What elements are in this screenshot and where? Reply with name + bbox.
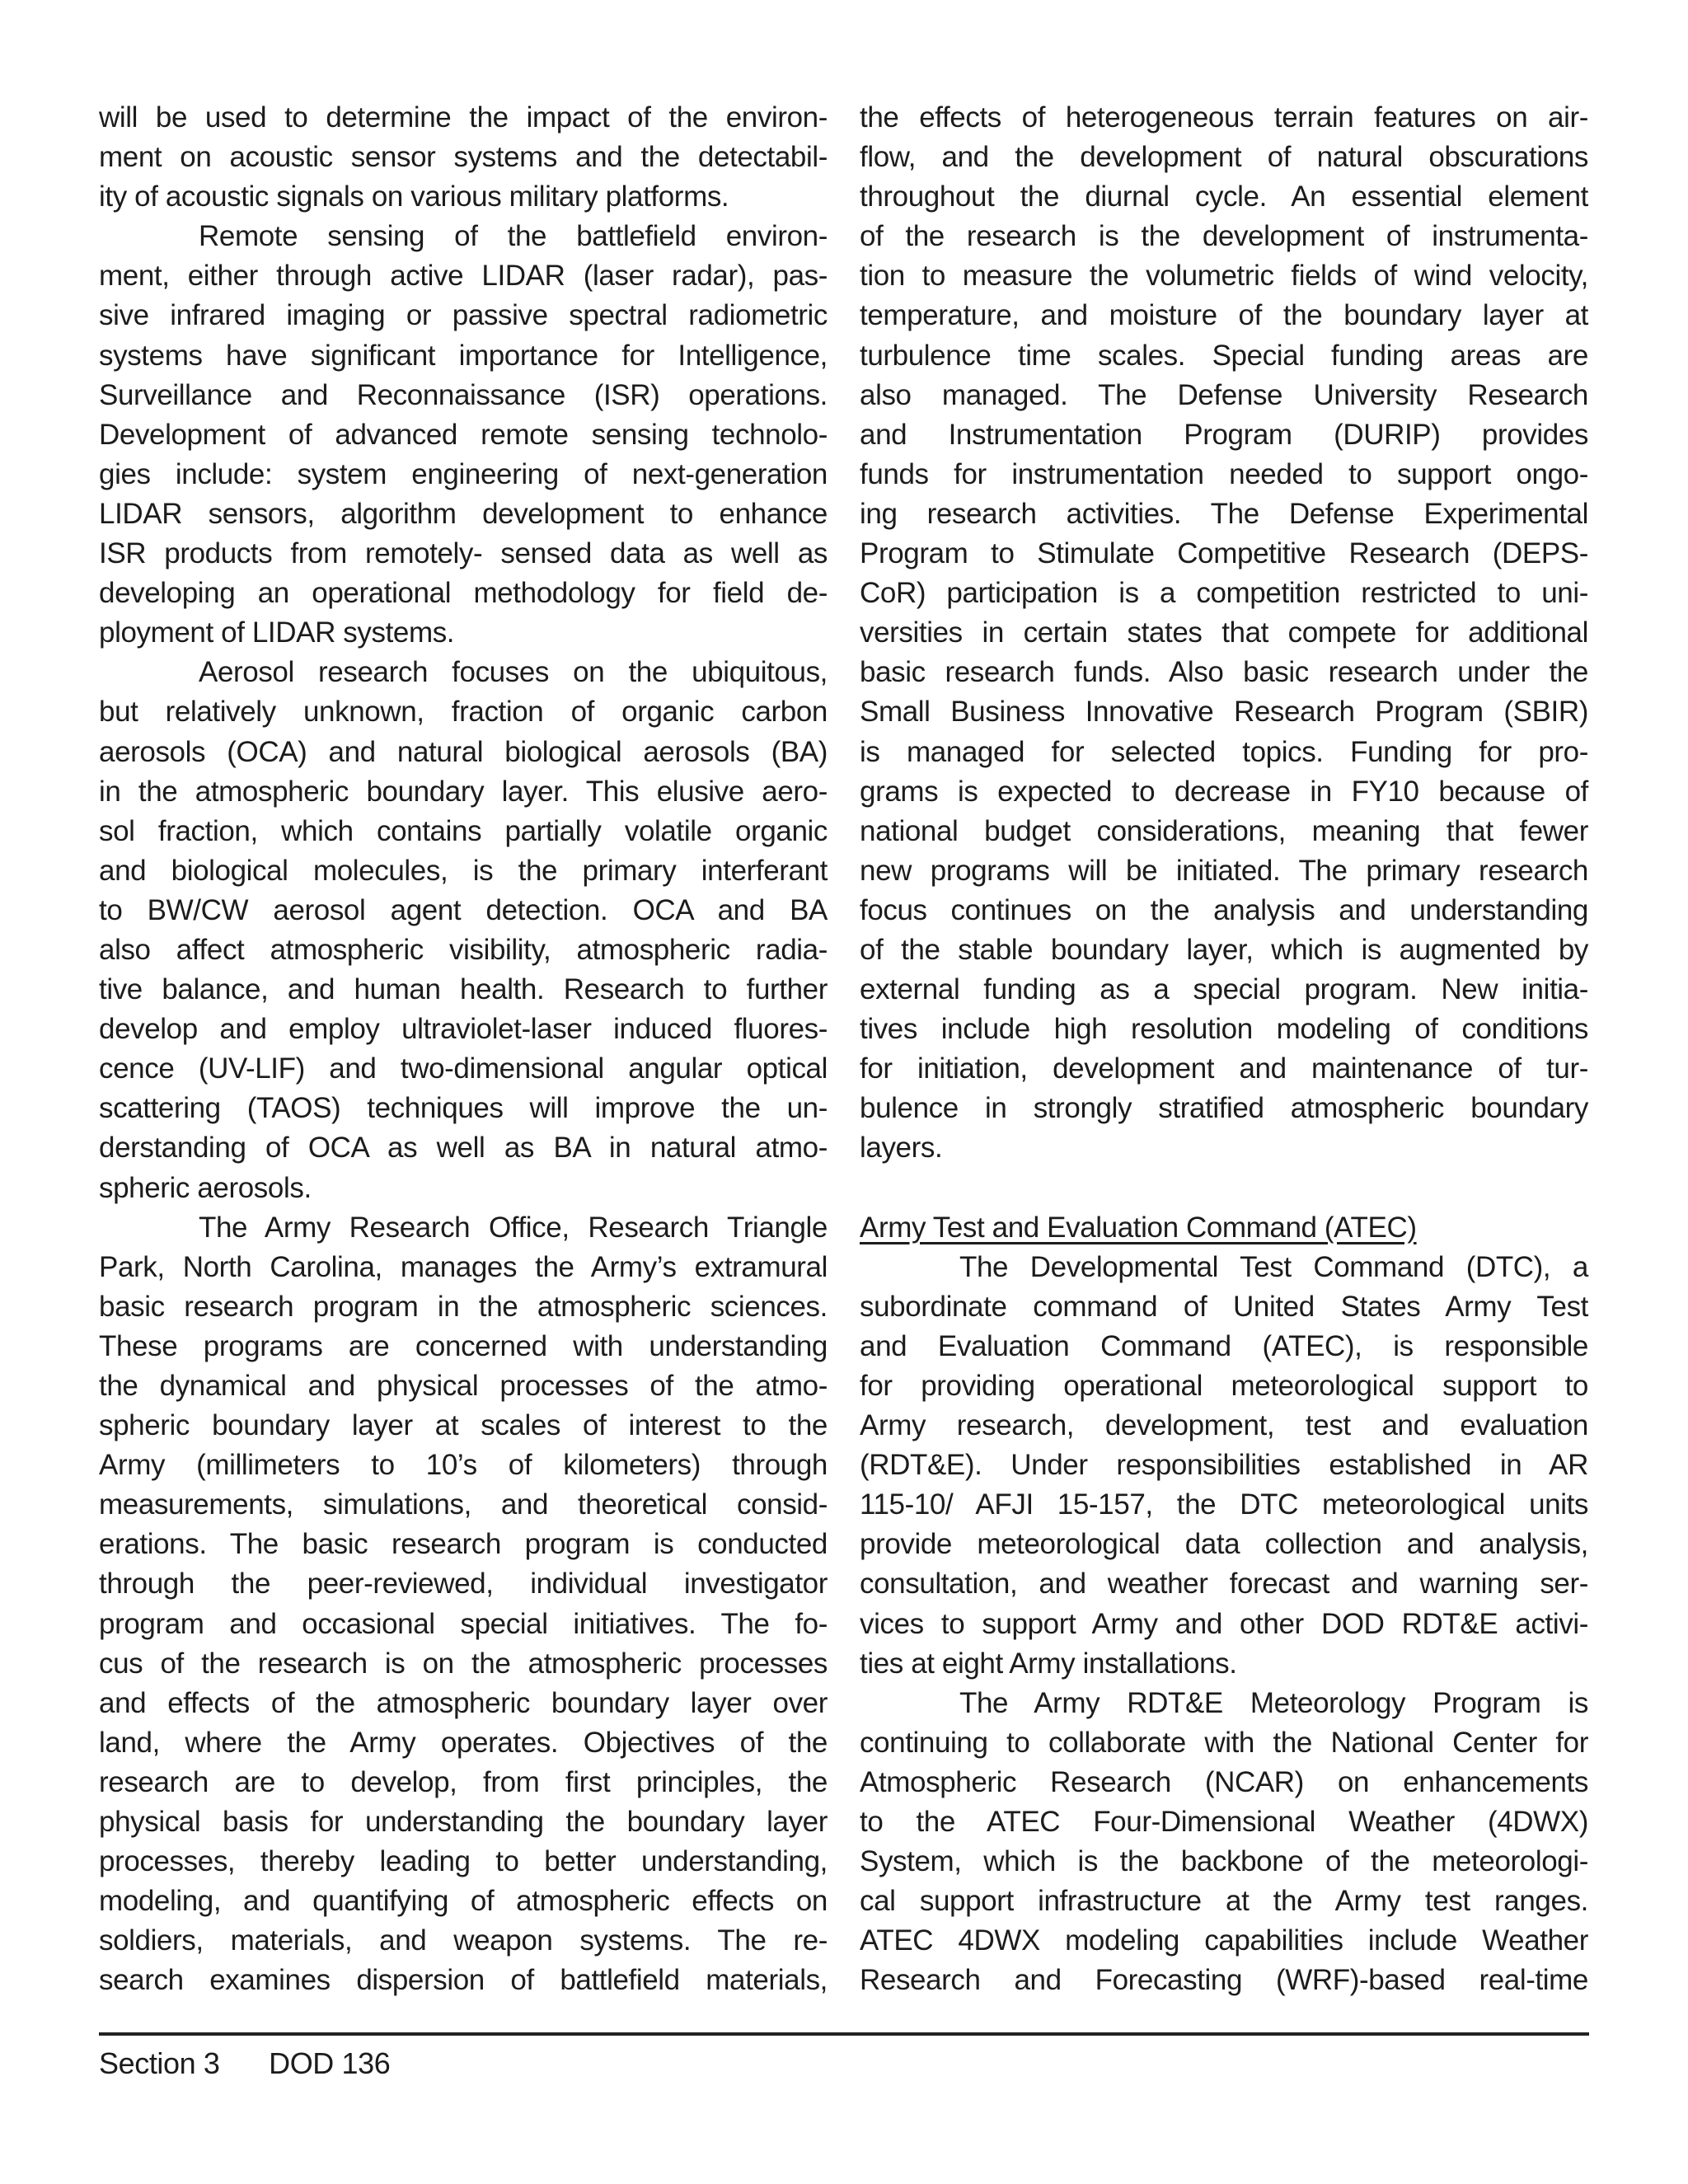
text-line: of the stable boundary layer, which is augmented by bbox=[860, 933, 1588, 966]
text-line: developing an operational methodology for field de- bbox=[99, 577, 828, 610]
text-line: and Evaluation Command (ATEC), is responsible bbox=[860, 1329, 1588, 1362]
text-line: Atmospheric Research (NCAR) on enhancements bbox=[860, 1765, 1588, 1798]
text-line: cal support infrastructure at the Army test ranges. bbox=[860, 1885, 1588, 1918]
text-line: research are to develop, from first principles, the bbox=[99, 1765, 828, 1798]
text-line: consultation, and weather forecast and warning ser- bbox=[860, 1568, 1588, 1601]
paragraph bbox=[99, 217, 828, 653]
paragraph bbox=[860, 98, 1588, 1169]
text-line: spheric boundary layer at scales of interest to the bbox=[99, 1409, 828, 1442]
text-line: systems have significant importance for Intelligence, bbox=[99, 339, 828, 372]
text-line: tives include high resolution modeling of conditions bbox=[860, 1013, 1588, 1046]
text-line: Park, North Carolina, manages the Army’s extramural bbox=[99, 1250, 828, 1283]
text-line: spheric aerosols. bbox=[99, 1171, 312, 1204]
text-line: gies include: system engineering of next-generation bbox=[99, 457, 828, 490]
text-line: develop and employ ultraviolet-laser induced fluores- bbox=[99, 1013, 828, 1046]
text-line: and effects of the atmospheric boundary layer over bbox=[99, 1686, 828, 1719]
paragraph bbox=[99, 1208, 828, 2001]
text-line: ment, either through active LIDAR (laser radar), pas- bbox=[99, 260, 828, 293]
footer-section: Section 3 bbox=[99, 2046, 220, 2080]
text-line: ity of acoustic signals on various military platforms. bbox=[99, 180, 729, 213]
text-line: focus continues on the analysis and understanding bbox=[860, 893, 1588, 926]
text-line: new programs will be initiated. The primary research bbox=[860, 854, 1588, 887]
text-line: The Developmental Test Command (DTC), a bbox=[959, 1250, 1588, 1283]
text-line: LIDAR sensors, algorithm development to enhance bbox=[99, 497, 828, 530]
text-line: to BW/CW aerosol agent detection. OCA and BA bbox=[99, 893, 828, 926]
text-line: derstanding of OCA as well as BA in natural atmo- bbox=[99, 1132, 828, 1165]
text-line: erations. The basic research program is conducted bbox=[99, 1528, 828, 1561]
text-line: modeling, and quantifying of atmospheric effects on bbox=[99, 1885, 828, 1918]
text-line: ATEC 4DWX modeling capabilities include Weather bbox=[860, 1924, 1588, 1957]
text-line: land, where the Army operates. Objectives of the bbox=[99, 1726, 828, 1759]
right-column bbox=[860, 98, 1588, 2001]
text-line: grams is expected to decrease in FY10 because of bbox=[860, 775, 1588, 808]
text-line: ment on acoustic sensor systems and the detectabil- bbox=[99, 141, 828, 174]
text-line: Surveillance and Reconnaissance (ISR) operations. bbox=[99, 378, 828, 411]
text-line: ing research activities. The Defense Experimental bbox=[860, 497, 1588, 530]
text-line: continuing to collaborate with the National Center for bbox=[860, 1726, 1588, 1759]
text-line: These programs are concerned with understanding bbox=[99, 1329, 828, 1362]
text-line: Army (millimeters to 10’s of kilometers) through bbox=[99, 1449, 828, 1482]
footer-rule bbox=[99, 2032, 1589, 2036]
text-line: Aerosol research focuses on the ubiquitous, bbox=[199, 656, 828, 689]
footer-page-number: DOD 136 bbox=[269, 2046, 391, 2080]
text-line: layers. bbox=[860, 1132, 943, 1165]
text-line: aerosols (OCA) and natural biological aerosols (BA) bbox=[99, 735, 828, 768]
text-line: search examines dispersion of battlefield materials, bbox=[99, 1964, 828, 1997]
text-line: external funding as a special program. New initia- bbox=[860, 973, 1588, 1006]
text-line: to the ATEC Four-Dimensional Weather (4DWX) bbox=[860, 1806, 1588, 1839]
text-line: is managed for selected topics. Funding for pro- bbox=[860, 735, 1588, 768]
text-line: CoR) participation is a competition restricted to uni- bbox=[860, 577, 1588, 610]
text-line: the dynamical and physical processes of the atmo- bbox=[99, 1370, 828, 1402]
text-line: and biological molecules, is the primary interferant bbox=[99, 854, 828, 887]
paragraph bbox=[860, 1684, 1588, 2001]
text-line: scattering (TAOS) techniques will improve the un- bbox=[99, 1092, 828, 1125]
paragraph bbox=[860, 1248, 1588, 1684]
text-line: also affect atmospheric visibility, atmospheric radia- bbox=[99, 933, 828, 966]
paragraph bbox=[99, 653, 828, 1207]
text-line: sol fraction, which contains partially volatile organic bbox=[99, 814, 828, 847]
text-line: for initiation, development and maintenance of tur- bbox=[860, 1052, 1588, 1085]
text-line: bulence in strongly stratified atmospheric boundary bbox=[860, 1092, 1588, 1125]
text-line: through the peer-reviewed, individual investigator bbox=[99, 1568, 828, 1601]
text-line: cus of the research is on the atmospheric processes bbox=[99, 1647, 828, 1680]
text-line: basic research funds. Also basic research under the bbox=[860, 656, 1588, 689]
text-line: The Army Research Office, Research Triangle bbox=[199, 1211, 828, 1244]
text-line: cence (UV-LIF) and two-dimensional angular optical bbox=[99, 1052, 828, 1085]
text-line: funds for instrumentation needed to support ongo- bbox=[860, 457, 1588, 490]
left-column bbox=[99, 98, 828, 2001]
text-line: Development of advanced remote sensing technolo- bbox=[99, 418, 828, 451]
text-line: in the atmospheric boundary layer. This elusive aero- bbox=[99, 775, 828, 808]
text-line: versities in certain states that compete for additional bbox=[860, 616, 1588, 649]
text-line: tive balance, and human health. Research to further bbox=[99, 973, 828, 1006]
text-line: 115-10/ AFJI 15-157, the DTC meteorological units bbox=[860, 1488, 1588, 1521]
text-line: The Army RDT&E Meteorology Program is bbox=[959, 1686, 1588, 1719]
text-line: Army research, development, test and evaluation bbox=[860, 1409, 1588, 1442]
text-line: Research and Forecasting (WRF)-based real-time bbox=[860, 1964, 1588, 1997]
text-line: flow, and the development of natural obscurations bbox=[860, 141, 1588, 174]
text-line: ployment of LIDAR systems. bbox=[99, 616, 455, 649]
text-line: the effects of heterogeneous terrain features on air- bbox=[860, 101, 1588, 134]
text-line: but relatively unknown, fraction of organic carbon bbox=[99, 696, 828, 729]
blank-line bbox=[860, 1169, 1588, 1208]
text-line: ties at eight Army installations. bbox=[860, 1647, 1237, 1680]
text-line: national budget considerations, meaning that fewer bbox=[860, 814, 1588, 847]
text-line: for providing operational meteorological support to bbox=[860, 1370, 1588, 1402]
text-line: of the research is the development of instrumenta- bbox=[860, 220, 1588, 253]
text-line: turbulence time scales. Special funding areas are bbox=[860, 339, 1588, 372]
text-line: also managed. The Defense University Research bbox=[860, 378, 1588, 411]
section-heading: Army Test and Evaluation Command (ATEC) bbox=[860, 1211, 1417, 1244]
text-line: will be used to determine the impact of the environ- bbox=[99, 101, 828, 134]
text-line: tion to measure the volumetric fields of wind velocity, bbox=[860, 260, 1588, 293]
text-line: and Instrumentation Program (DURIP) provides bbox=[860, 418, 1588, 451]
page-footer bbox=[99, 2044, 431, 2083]
text-line: (RDT&E). Under responsibilities established in AR bbox=[860, 1449, 1588, 1482]
text-line: Remote sensing of the battlefield environ- bbox=[199, 220, 828, 253]
text-line: basic research program in the atmospheric sciences. bbox=[99, 1290, 828, 1323]
text-line: processes, thereby leading to better understanding, bbox=[99, 1845, 828, 1878]
text-line: soldiers, materials, and weapon systems. The re- bbox=[99, 1924, 828, 1957]
text-line: Small Business Innovative Research Program (SBIR) bbox=[860, 696, 1588, 729]
text-line: measurements, simulations, and theoretical consid- bbox=[99, 1488, 828, 1521]
text-line: subordinate command of United States Army Test bbox=[860, 1290, 1588, 1323]
paragraph bbox=[99, 98, 828, 217]
text-line: vices to support Army and other DOD RDT&E activi- bbox=[860, 1607, 1588, 1640]
text-line: System, which is the backbone of the meteorologi- bbox=[860, 1845, 1588, 1878]
text-line: throughout the diurnal cycle. An essential element bbox=[860, 180, 1588, 213]
text-line: provide meteorological data collection and analysis, bbox=[860, 1528, 1588, 1561]
text-line: ISR products from remotely- sensed data as well as bbox=[99, 537, 828, 570]
text-line: Program to Stimulate Competitive Research (DEPS- bbox=[860, 537, 1588, 570]
text-line: program and occasional special initiatives. The fo- bbox=[99, 1607, 828, 1640]
text-line: temperature, and moisture of the boundary layer at bbox=[860, 299, 1588, 332]
text-line: sive infrared imaging or passive spectral radiometric bbox=[99, 299, 828, 332]
text-line: physical basis for understanding the boundary layer bbox=[99, 1806, 828, 1839]
